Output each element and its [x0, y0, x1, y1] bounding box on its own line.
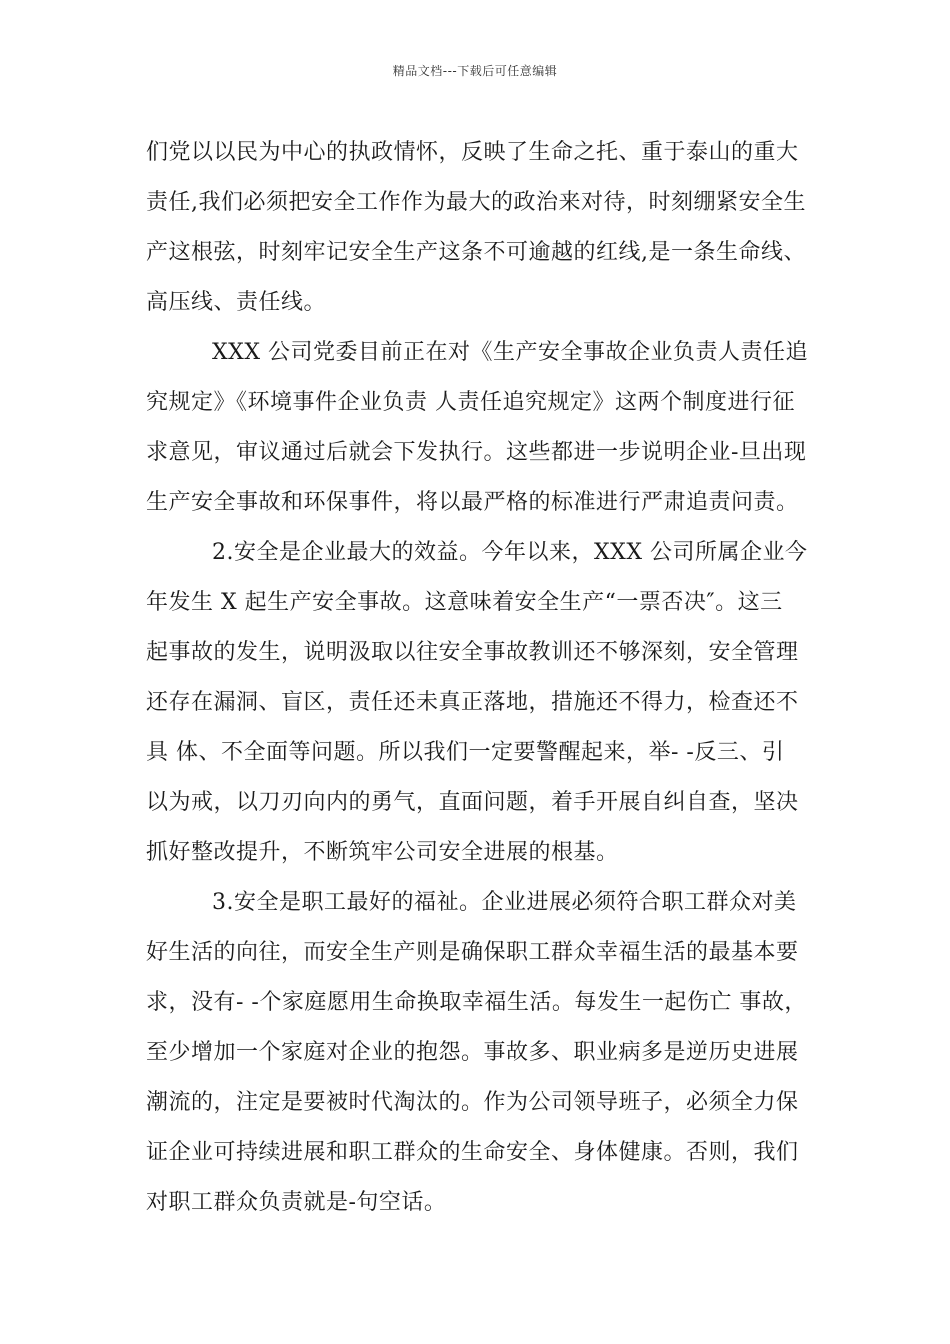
text-line: XXX 公司党委目前正在对《生产安全事故企业负责人责任追 — [212, 340, 808, 365]
text-line: 抓好整改提升，不断筑牢公司安全进展的根基。 — [146, 840, 619, 865]
text-line: 至少增加一个家庭对企业的抱怨。事故多、职业病多是逆历史进展 — [146, 1040, 799, 1065]
text-line: 高压线、责任线。 — [146, 290, 327, 315]
text-line: 证企业可持续进展和职工群众的生命安全、身体健康。否则，我们 — [146, 1140, 799, 1165]
page-header: 精品文档---下载后可任意编辑 — [392, 64, 558, 78]
text-line: 生产安全事故和环保事件，将以最严格的标准进行严肃追责问责。 — [146, 490, 799, 515]
text-line: 求，没有- -个家庭愿用生命换取幸福生活。每发生一起伤亡 事故， — [146, 990, 807, 1015]
text-line: 3.安全是职工最好的福祉。企业进展必须符合职工群众对美 — [212, 890, 797, 915]
text-line: 还存在漏洞、盲区，责任还未真正落地，措施还不得力，检查还不 — [146, 690, 799, 715]
text-line: 年发生 X 起生产安全事故。这意味着安全生产“一票否决″。这三 — [146, 590, 783, 615]
text-line: 们党以以民为中心的执政情怀，反映了生命之托、重于泰山的重大 — [146, 140, 799, 165]
text-line: 起事故的发生，说明汲取以往安全事故教训还不够深刻，安全管理 — [146, 640, 799, 665]
text-line: 潮流的，注定是要被时代淘汰的。作为公司领导班子，必须全力保 — [146, 1090, 799, 1115]
text-line: 2.安全是企业最大的效益。今年以来，XXX 公司所属企业今 — [212, 540, 808, 565]
text-line: 责任,我们必须把安全工作作为最大的政治来对待，时刻绷紧安全生 — [146, 190, 806, 215]
text-line: 求意见，审议通过后就会下发执行。这些都进一步说明企业-旦出现 — [146, 440, 807, 465]
document-body — [146, 128, 811, 1228]
text-line: 对职工群众负责就是-句空话。 — [146, 1190, 447, 1215]
text-line: 具 体、不全面等问题。所以我们一定要警醒起来，举- -反三、引 — [146, 740, 785, 765]
text-line: 产这根弦，时刻牢记安全生产这条不可逾越的红线,是一条生命线、 — [146, 240, 806, 265]
text-line: 以为戒，以刀刃向内的勇气，直面问题，着手开展自纠自查，坚决 — [146, 790, 799, 815]
text-line: 究规定》《环境事件企业负责 人责任追究规定》这两个制度进行征 — [146, 390, 795, 415]
text-line: 好生活的向往，而安全生产则是确保职工群众幸福生活的最基本要 — [146, 940, 799, 965]
